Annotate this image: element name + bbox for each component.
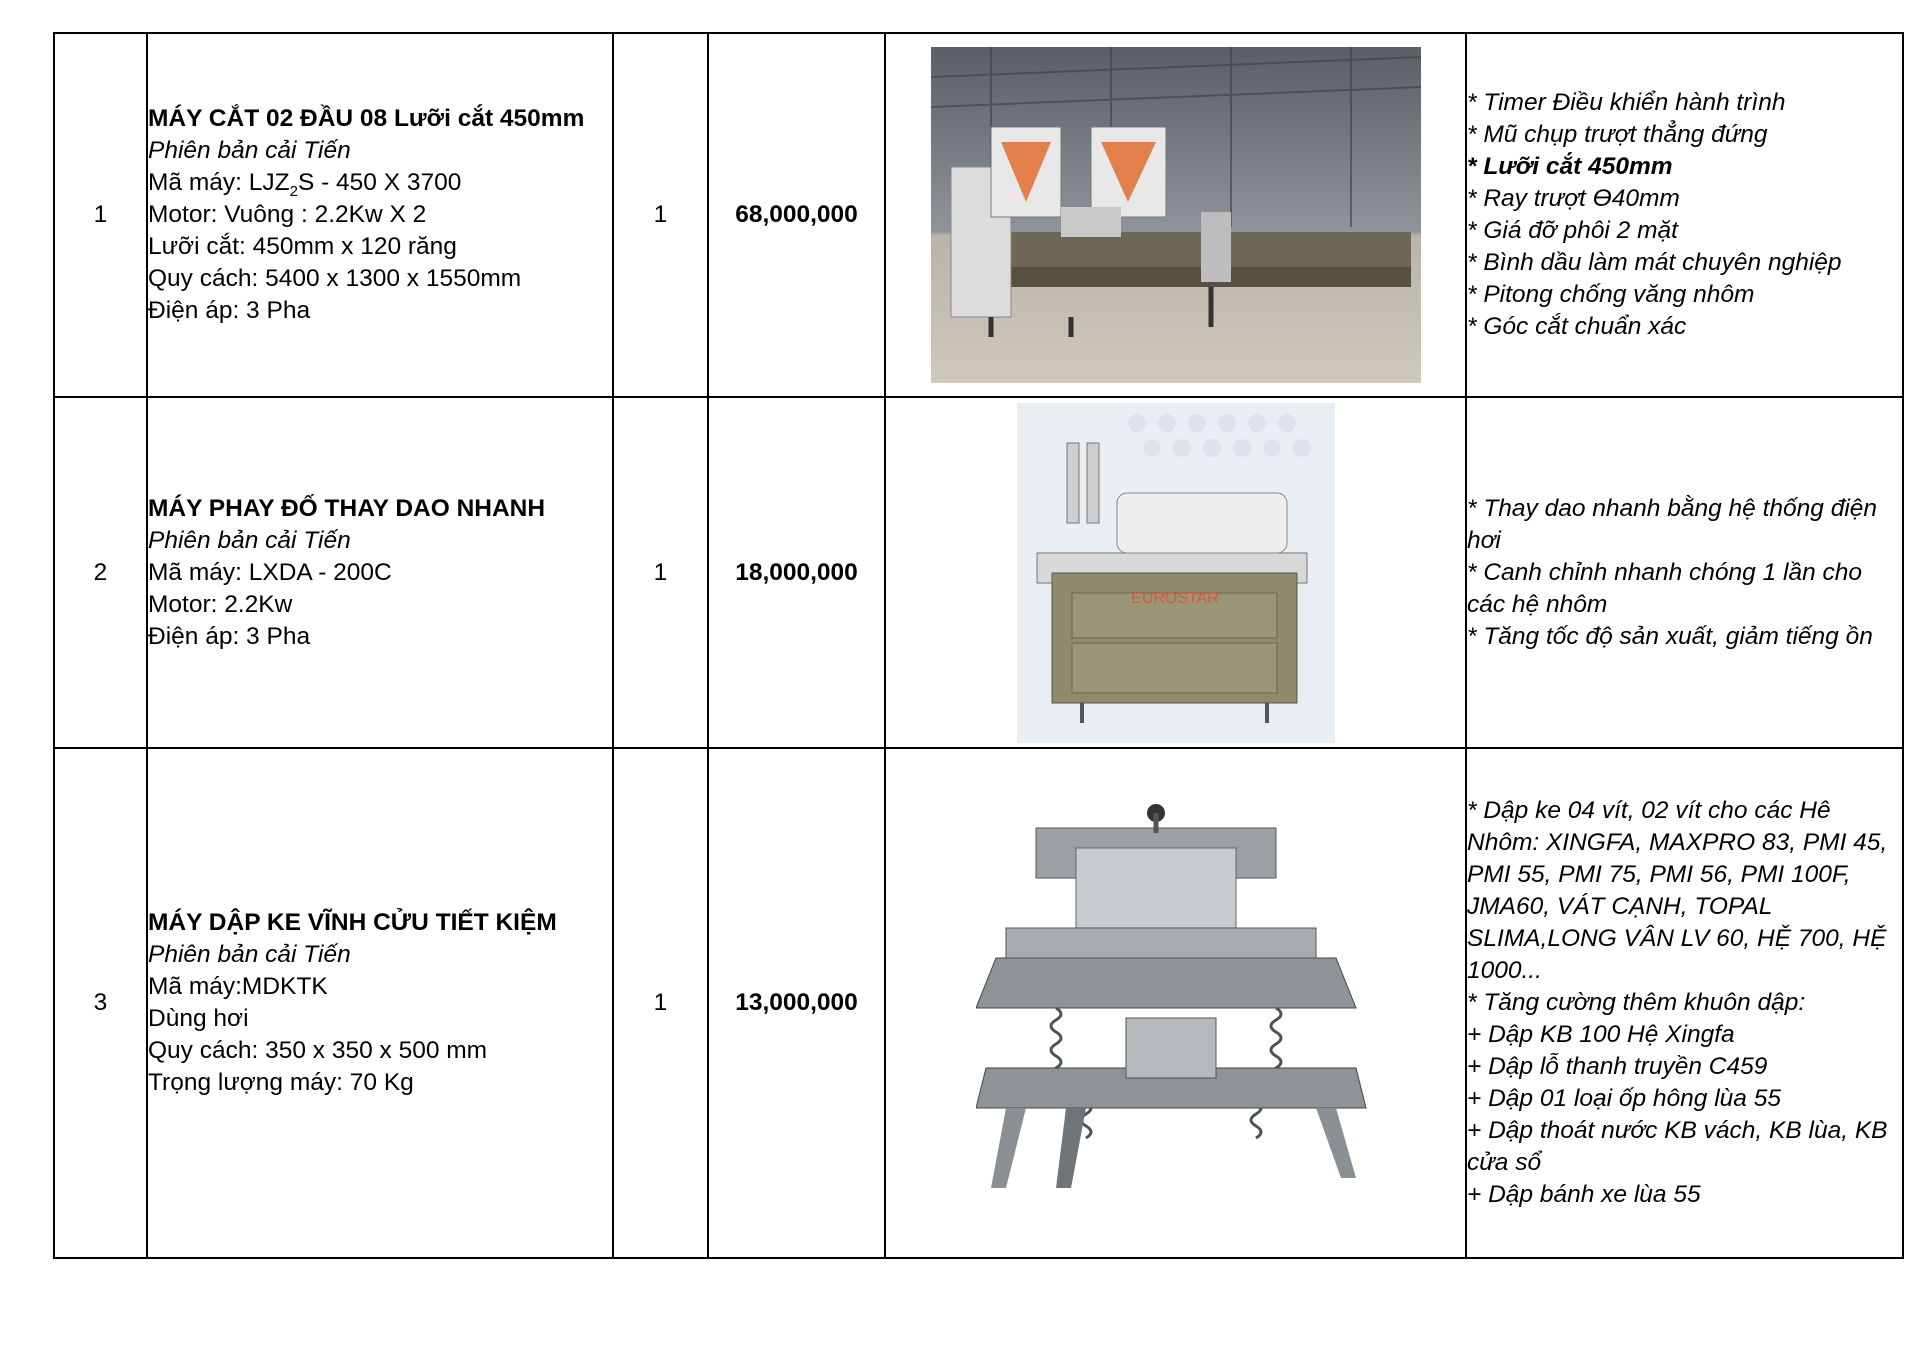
quantity: 1 <box>613 748 708 1258</box>
product-description <box>147 397 613 748</box>
product-version: Phiên bản cải Tiến <box>148 526 351 554</box>
product-description <box>147 748 613 1258</box>
feature-line: + Dập 01 loại ốp hông lùa 55 <box>1467 1085 1781 1112</box>
product-photo-cell <box>885 397 1466 748</box>
unit-price: 68,000,000 <box>708 33 885 397</box>
quantity: 1 <box>613 397 708 748</box>
feature-line: + Dập thoát nước KB vách, KB lùa, KB cửa sổ <box>1467 1117 1888 1176</box>
feature-line: * Tăng cường thêm khuôn dập: <box>1467 989 1806 1016</box>
product-version: Phiên bản cải Tiến <box>148 941 351 968</box>
feature-line: + Dập KB 100 Hệ Xingfa <box>1467 1021 1735 1048</box>
product-code: Mã máy:MDKTK <box>148 973 328 1000</box>
feature-line: + Dập lỗ thanh truyền C459 <box>1467 1053 1768 1080</box>
feature-line: * Dập ke 04 vít, 02 vít cho các Hê Nhôm: XINGFA, MAXPRO 83, PMI 45, PMI 55, PMI 75, PMI 56, PMI 100F, JMA60, VÁT CẠNH, TOPAL SLIMA,LONG VÂN LV 60, HỆ 700, HỆ 1000... <box>1467 797 1888 984</box>
feature-line: * Lưỡi cắt 450mm <box>1467 153 1673 180</box>
feature-list <box>1466 397 1903 748</box>
feature-line: + Dập bánh xe lùa 55 <box>1467 1181 1701 1208</box>
spec-line: Điện áp: 3 Pha <box>148 297 311 324</box>
product-description <box>147 33 613 397</box>
spec-line: Motor: 2.2Kw <box>148 590 293 618</box>
product-title: MÁY CẮT 02 ĐẦU 08 Lưỡi cắt 450mm <box>148 105 585 132</box>
product-version: Phiên bản cải Tiến <box>148 137 351 164</box>
double-head-saw-machine-photo <box>931 47 1421 383</box>
brand-logo: EUROSTAR <box>1130 589 1219 607</box>
spec-line: Motor: Vuông : 2.2Kw X 2 <box>148 201 427 228</box>
feature-list <box>1466 748 1903 1258</box>
feature-line: * Pitong chống văng nhôm <box>1467 281 1755 308</box>
spec-line: Trọng lượng máy: 70 Kg <box>148 1069 414 1096</box>
unit-price: 18,000,000 <box>708 397 885 748</box>
row-number: 2 <box>54 397 147 748</box>
product-title: MÁY PHAY ĐỐ THAY DAO NHANH <box>148 494 546 522</box>
feature-line: * Ray trượt Ɵ40mm <box>1467 185 1680 212</box>
milling-machine-photo <box>1017 403 1335 743</box>
feature-line: * Canh chỉnh nhanh chóng 1 lần cho các hệ nhôm <box>1467 558 1863 618</box>
product-code: Mã máy: LXDA - 200C <box>148 558 392 586</box>
feature-line: * Tăng tốc độ sản xuất, giảm tiếng ồn <box>1467 622 1873 650</box>
spec-line: Điện áp: 3 Pha <box>148 622 311 650</box>
corner-press-machine-photo <box>976 798 1376 1208</box>
product-title: MÁY DẬP KE VĨNH CỬU TIẾT KIỆM <box>148 909 557 936</box>
spec-line: Quy cách: 350 x 350 x 500 mm <box>148 1037 488 1064</box>
table-row <box>54 397 1903 748</box>
feature-line: * Mũ chụp trượt thẳng đứng <box>1467 121 1768 148</box>
feature-line: * Giá đỡ phôi 2 mặt <box>1467 217 1678 244</box>
row-number: 1 <box>54 33 147 397</box>
product-quote-table <box>53 32 1904 1259</box>
table-row <box>54 748 1903 1258</box>
spec-line: Quy cách: 5400 x 1300 x 1550mm <box>148 265 522 292</box>
product-code: Mã máy: $LJZ_2S - 450$ X 3700 <box>148 169 462 200</box>
feature-line: * Timer Điều khiển hành trình <box>1467 89 1786 116</box>
row-number: 3 <box>54 748 147 1258</box>
product-photo-cell <box>885 748 1466 1258</box>
table-row <box>54 33 1903 397</box>
spec-line: Dùng hơi <box>148 1005 249 1032</box>
spec-line: Lưỡi cắt: 450mm x 120 răng <box>148 233 457 260</box>
product-photo-cell <box>885 33 1466 397</box>
feature-list <box>1466 33 1903 397</box>
unit-price: 13,000,000 <box>708 748 885 1258</box>
feature-line: * Góc cắt chuẩn xác <box>1467 313 1687 340</box>
feature-line: * Bình dầu làm mát chuyên nghiệp <box>1467 249 1842 276</box>
quantity: 1 <box>613 33 708 397</box>
feature-line: * Thay dao nhanh bằng hệ thống điện hơi <box>1467 494 1878 554</box>
